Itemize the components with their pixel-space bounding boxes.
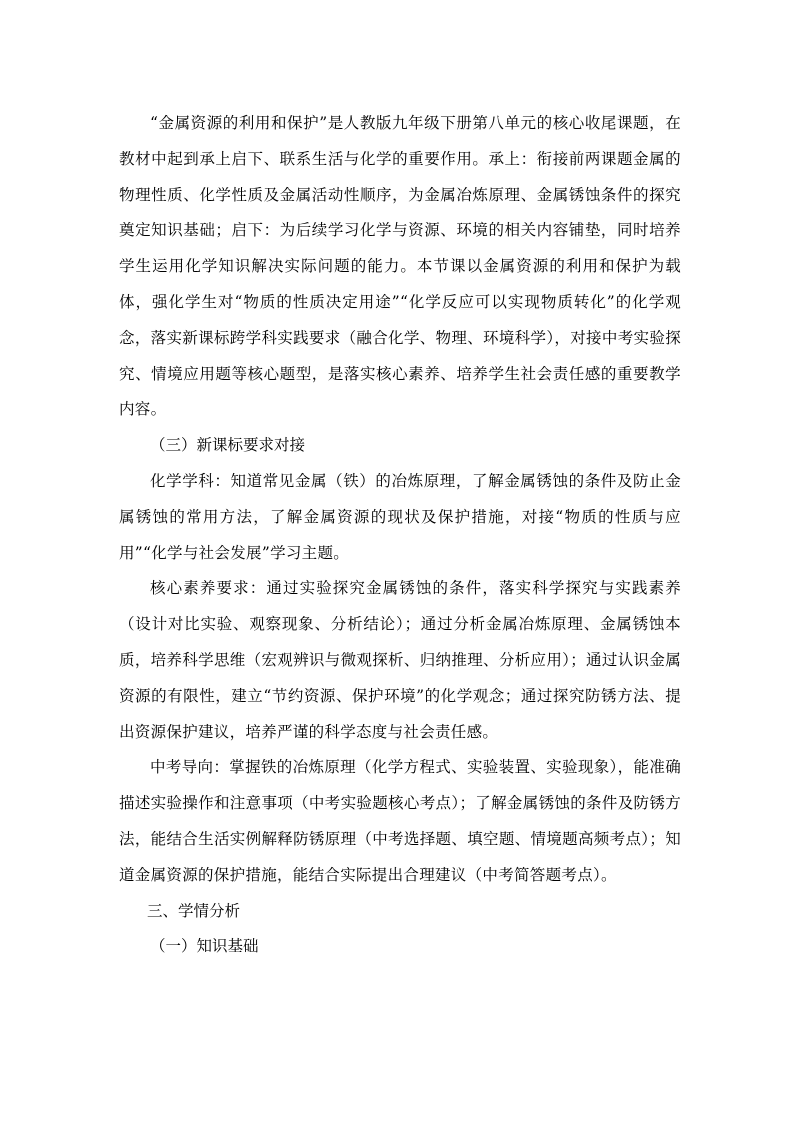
section-heading-knowledge-base: （一）知识基础: [150, 937, 259, 956]
section-heading-student-analysis: 三、学情分析: [147, 901, 241, 920]
section-heading-curriculum: （三）新课标要求对接: [150, 436, 306, 455]
paragraph-chemistry-subject: 化学学科：知道常见金属（铁）的冶炼原理，了解金属锈蚀的条件及防止金属锈蚀的常用方法，了解金属资源的现状及保护措施，对接“物质的性质与应用”“化学与社会发展”学习主题。: [119, 471, 681, 562]
paragraph-exam-orientation: 中考导向：掌握铁的冶炼原理（化学方程式、实验装置、实验现象），能准确描述实验操作和注意事项（中考实验题核心考点）；了解金属锈蚀的条件及防锈方法，能结合生活实例解释防锈原理（中考选择题、填空题、情境题高频考点）；知道金属资源的保护措施，能结合实际提出合理建议（中考简答题考点）。: [119, 758, 681, 884]
document-body: [119, 106, 681, 965]
paragraph-textbook-analysis: “金属资源的利用和保护”是人教版九年级下册第八单元的核心收尾课题，在教材中起到承上启下、联系生活与化学的重要作用。承上：衔接前两课题金属的物理性质、化学性质及金属活动性顺序，为金属冶炼原理、金属锈蚀条件的探究奠定知识基础；启下：为后续学习化学与资源、环境的相关内容铺垫，同时培养学生运用化学知识解决实际问题的能力。本节课以金属资源的利用和保护为载体，强化学生对“物质的性质决定用途”“化学反应可以实现物质转化”的化学观念，落实新课标跨学科实践要求（融合化学、物理、环境科学），对接中考实验探究、情境应用题等核心题型，是落实核心素养、培养学生社会责任感的重要教学内容。: [119, 114, 681, 419]
paragraph-core-literacy: 核心素养要求：通过实验探究金属锈蚀的条件，落实科学探究与实践素养（设计对比实验、观察现象、分析结论）；通过分析金属冶炼原理、金属锈蚀本质，培养科学思维（宏观辨识与微观探析、归纳推理、分析应用）；通过认识金属资源的有限性，建立“节约资源、保护环境”的化学观念；通过探究防锈方法、提出资源保护建议，培养严谨的科学态度与社会责任感。: [119, 579, 681, 741]
